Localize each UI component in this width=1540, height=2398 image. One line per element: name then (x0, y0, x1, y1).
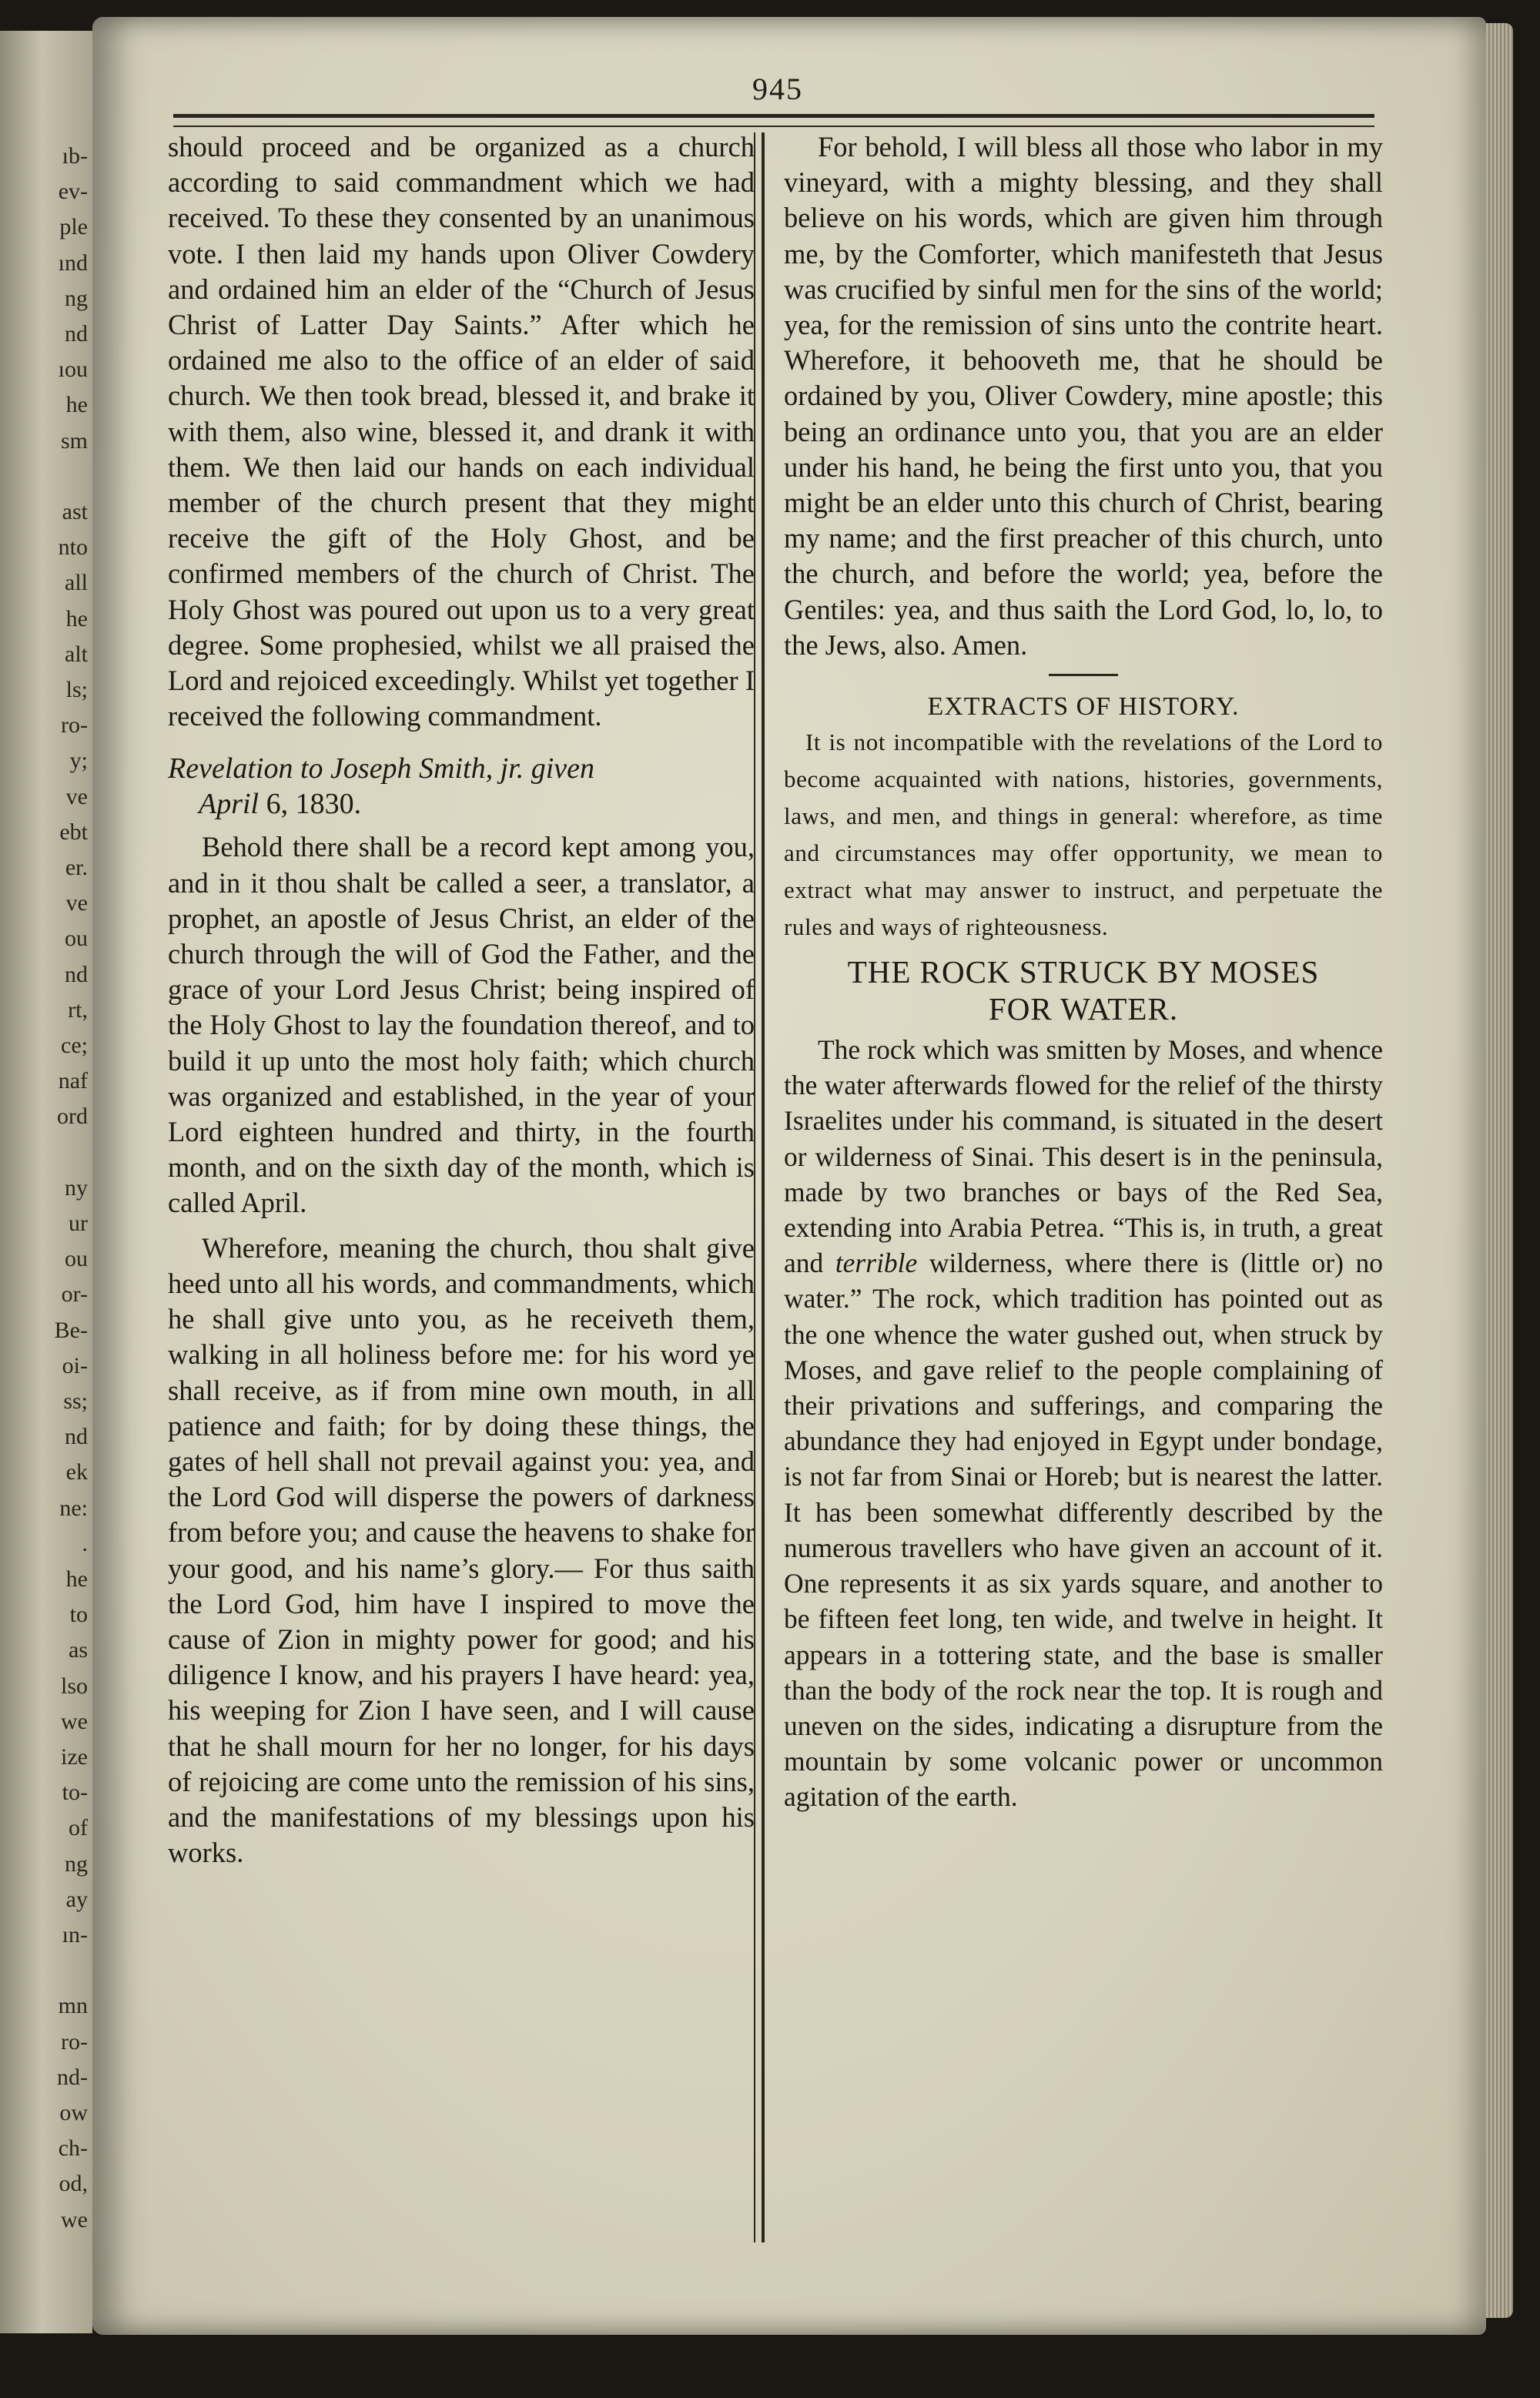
left-page-fragment: ast (62, 499, 88, 524)
left-page-fragment: alt (65, 641, 88, 667)
left-page-fragment: ıb- (62, 143, 88, 169)
left-page-fragment: ne: (59, 1495, 88, 1521)
rock-paragraph-italic: terrible (835, 1248, 918, 1279)
revelation-heading-line1: Revelation to Joseph Smith, jr. given (168, 752, 595, 785)
left-page-fragment: ınd (58, 250, 88, 276)
rock-heading (784, 953, 1383, 1027)
right-column (784, 129, 1383, 1815)
left-page-fragment: ng (65, 285, 88, 311)
left-page-fragment: ve (65, 783, 88, 809)
extracts-intro: It is not incompatible with the revelations of the Lord to become acquainted with nations, histories, governments, laws, and men, and things in general: wherefore, as time and circumstances may offer opportunity, we mean to extract what may answer to instruct, and perpetuate the rules and ways of righteousness. (784, 728, 1383, 941)
left-page-fragment: ro- (61, 712, 88, 738)
left-page-fragment: he (65, 1566, 88, 1592)
left-page-fragment: we (61, 2206, 88, 2232)
left-page-fragment: ny (65, 1174, 88, 1201)
left-page-fragment: ur (69, 1211, 88, 1236)
left-page-fragment: ın- (62, 1922, 88, 1948)
left-page-fragment: mn (58, 1993, 88, 2019)
left-page-fragment: nd (65, 961, 88, 987)
left-page-fragment: ize (61, 1744, 88, 1770)
left-page-fragment: naf (58, 1068, 88, 1094)
revelation-heading-date (168, 786, 755, 822)
left-page-fragment: ou (65, 926, 88, 952)
column-divider (754, 132, 765, 2242)
left-page-fragment: to- (62, 1780, 88, 1806)
left-page-fragment: he (65, 392, 88, 418)
rock-paragraph-part1: The rock which was smitten by Moses, and whence the water afterwards flowed for the relief of the thirsty Israelites under his command, is situated in the desert or wilderness of Sinai. This desert is in the peninsula, made by two branches or bays of the Red Sea, extending into Arabia Petrea. “This is, in truth, a great and (784, 1034, 1383, 1279)
left-page-fragment: oi- (62, 1352, 88, 1378)
left-page-fragment: or- (61, 1281, 88, 1308)
rock-heading-line2: FOR WATER. (988, 991, 1179, 1027)
left-page-fragment: sm (60, 427, 88, 454)
left-paragraph-1: should proceed and be organized as a church according to said commandment which we had received. To these they consented by an unanimous vote. I then laid my hands upon Oliver Cowdery and ordained him an elder of the “Church of Jesus Christ of Latter Day Saints.” After which he ordained me also to the office of an elder of said church. We then took bread, blessed it, and brake it with them, also wine, blessed it, and drank it with them. We then laid our hands on each individual member of the church present that they might receive the gift of the Holy Ghost, and be confirmed members of the church of Christ. The Holy Ghost was poured out upon us to a very great degree. Some prophesied, whilst we all praised the Lord and rejoiced exceedingly. Whilst yet together I received the following commandment. (168, 131, 755, 732)
left-page-fragment: . (82, 1530, 88, 1556)
left-page-fragment: rt, (68, 996, 88, 1023)
left-paragraph-3: Wherefore, meaning the church, thou shalt give heed unto all his words, and commandments, which he shall give unto you, as he receiveth them, walking in all holiness before me: for his word ye shall receive, as if from mine own mouth, in all patience and faith; for by doing these things, the gates of hell shall not prevail against you: yea, and the Lord God will disperse the powers of darkness from before you; and cause the heavens to shake for your good, and his name’s glory.— For thus saith the Lord God, him have I inspired to move the cause of Zion in mighty power for good; and his diligence I know, and his prayers I have heard: yea, his weeping for Zion I have seen, and I will cause that he shall mourn for her no longer, for his days of rejoicing are come unto the remission of his sins, and the manifestations of my blessings upon his works. (168, 1231, 755, 1869)
left-page-fragment: ch- (58, 2135, 88, 2162)
rock-heading-line1: THE ROCK STRUCK BY MOSES (847, 954, 1320, 990)
left-page-fragment: y; (69, 748, 88, 774)
left-page-fragment: ss; (63, 1388, 88, 1414)
rock-paragraph-part2: wilderness, where there is (little or) no water.” The rock, which tradition has pointed out as the one whence the water gushed out, when struck by Moses, and gave relief to the people complaining of their privations and sufferings, and comparing the abundance they had enjoyed in Egypt under bondage, is not far from Sinai or Horeb; but is nearest the latter. It has been somewhat differently described by the numerous travellers who have given an account of it. One represents it as six yards square, and another to be fifteen feet long, ten wide, and twelve in height. It appears in a tottering state, and the base is smaller than the body of the rock near the top. It is rough and uneven on the sides, indicating a disrupture from the mountain by some volcanic power or uncommon agitation of the earth. (784, 1248, 1383, 1813)
left-page-fragment: ek (65, 1459, 88, 1485)
left-page-fragment: ev- (58, 179, 88, 205)
left-page-fragment: ou (65, 1246, 88, 1272)
left-page-fragment: lso (60, 1673, 88, 1699)
left-page-fragment: nd (65, 1424, 88, 1450)
left-page-fragment: er. (65, 855, 88, 880)
revelation-heading-day-year: 6, 1830. (259, 788, 362, 821)
left-page-fragment: od, (59, 2171, 88, 2197)
left-page-fragment: nto (58, 534, 88, 561)
left-column (168, 129, 755, 1871)
left-page-fragment: as (69, 1637, 88, 1663)
left-page-fragment: we (61, 1708, 88, 1734)
adjacent-page-edge (0, 31, 92, 2333)
left-page-fragment: ce; (61, 1033, 88, 1058)
revelation-heading (168, 751, 755, 822)
header-rule (173, 114, 1374, 127)
left-page-fragment: ay (65, 1886, 88, 1912)
revelation-heading-month: April (199, 788, 259, 821)
left-page-fragment: ow (59, 2100, 88, 2125)
left-page-fragment: all (65, 570, 88, 596)
left-page-fragment: ple (59, 214, 88, 240)
left-page-fragment: ve (65, 890, 88, 916)
left-page-fragment: nd (65, 321, 88, 347)
rock-paragraph (784, 1032, 1383, 1814)
left-paragraph-2: Behold there shall be a record kept among you, and in it thou shalt be called a seer, a translator, a prophet, an apostle of Jesus Christ, an elder of the church through the will of God the Father, and the grace of your Lord Jesus Christ; being inspired of the Holy Ghost to lay the foundation thereof, and to build it up unto the most holy faith; which church was organized and established, in the year of your Lord eighteen hundred and thirty, in the fourth month, and on the sixth day of the month, which is called April. (168, 831, 755, 1219)
left-page-fragment: ls; (65, 677, 88, 702)
left-page-fragment: nd- (57, 2064, 88, 2090)
left-page-fragment: ng (65, 1850, 88, 1877)
page-number: 945 (752, 72, 803, 106)
left-page-fragment: ord (57, 1104, 88, 1130)
left-page-fragment: ebt (59, 819, 88, 845)
left-page-fragment: ro- (61, 2028, 88, 2055)
left-page-fragment: Be- (54, 1317, 88, 1343)
left-page-fragment: he (65, 605, 88, 631)
left-page-fragment: of (69, 1815, 88, 1841)
left-page-fragment: to (69, 1602, 88, 1628)
extracts-heading: EXTRACTS OF HISTORY. (927, 692, 1240, 722)
left-page-fragment: ıou (58, 357, 88, 383)
section-rule (1049, 674, 1118, 676)
right-paragraph-1: For behold, I will bless all those who labor in my vineyard, with a mighty blessing, and they shall believe on his words, which are given him through me, by the Comforter, which manifesteth that Jesus was crucified by sinful men for the sins of the world; yea, for the remission of sins unto the contrite heart. Wherefore, it behooveth me, that he should be ordained by you, Oliver Cowdery, mine apostle; this being an ordinance unto you, that you are an elder under his hand, he being the first unto you, that you might be an elder unto this church of Christ, bearing my name; and the first preacher of this church, unto the church, and before the world; yea, before the Gentiles: yea, and thus saith the Lord God, lo, lo, to the Jews, also. Amen. (784, 131, 1383, 661)
